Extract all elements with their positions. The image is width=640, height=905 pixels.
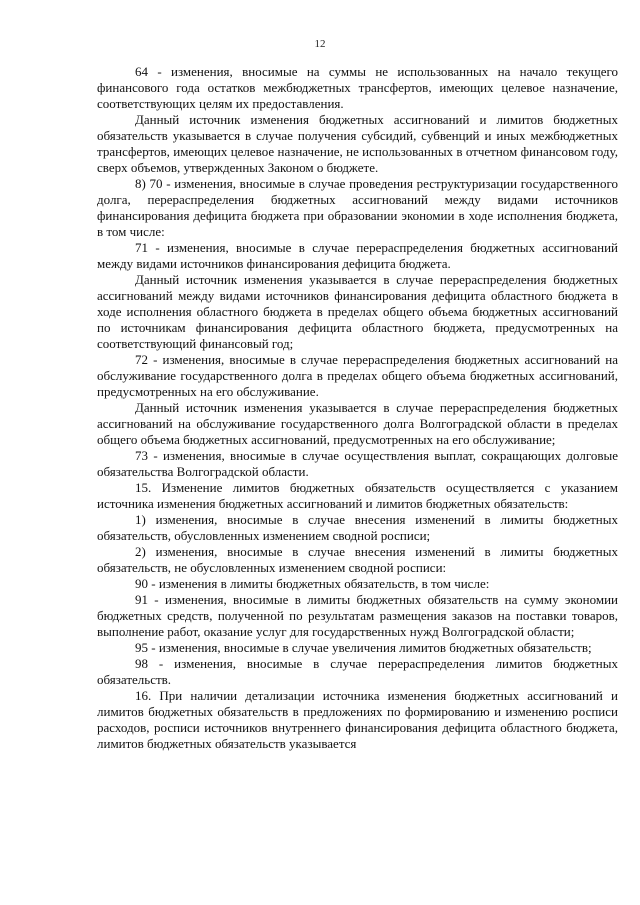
paragraph-code-95: 95 - изменения, вносимые в случае увеличения лимитов бюджетных обязательств; — [135, 640, 592, 655]
paragraph-item-2: 2) изменения, вносимые в случае внесения изменений в лимиты бюджетных обязательств, не обусловленных изменением сводной росписи: — [97, 544, 618, 575]
paragraph-source-description-72: Данный источник изменения указывается в случае перераспределения бюджетных ассигнований на обслуживание государственного долга Волгоградской области в пределах общего объема бюджетных ассигнований, предусмотренных на его обслуживание; — [97, 400, 618, 447]
paragraph-code-71: 71 - изменения, вносимые в случае перераспределения бюджетных ассигнований между видами источников финансирования дефицита бюджета. — [97, 240, 618, 271]
paragraph-code-72: 72 - изменения, вносимые в случае перераспределения бюджетных ассигнований на обслуживание государственного долга в пределах общего объема бюджетных ассигнований, предусмотренных на его обслуживание. — [97, 352, 618, 399]
paragraph-item-1: 1) изменения, вносимые в случае внесения изменений в лимиты бюджетных обязательств, обусловленных изменением сводной росписи; — [97, 512, 618, 543]
paragraph-source-description-subsidies: Данный источник изменения бюджетных ассигнований и лимитов бюджетных обязательств указывается в случае получения субсидий, субвенций и иных межбюджетных трансфертов, имеющих целевое назначение, не использованных в отчетном финансовом году, сверх объемов, утвержденных Законом о бюджете. — [97, 112, 618, 175]
paragraph-code-98: 98 - изменения, вносимые в случае перераспределения лимитов бюджетных обязательств. — [97, 656, 618, 687]
paragraph-code-90: 90 - изменения в лимиты бюджетных обязательств, в том числе: — [135, 576, 490, 591]
paragraph-code-73: 73 - изменения, вносимые в случае осуществления выплат, сокращающих долговые обязательства Волгоградской области. — [97, 448, 618, 479]
document-body — [97, 64, 618, 752]
paragraph-section-16: 16. При наличии детализации источника изменения бюджетных ассигнований и лимитов бюджетных обязательств в предложениях по формированию и изменению росписи расходов, росписи источников внутреннего финансирования дефицита областного бюджета, лимитов бюджетных обязательств указывается — [97, 688, 618, 751]
paragraph-item-8-code-70: 8) 70 - изменения, вносимые в случае проведения реструктуризации государственного долга, перераспределения бюджетных ассигнований между видами источников финансирования дефицита бюджета при образовании экономии в ходе исполнения бюджета, в том числе: — [97, 176, 618, 239]
paragraph-source-description-71: Данный источник изменения указывается в случае перераспределения бюджетных ассигнований между видами источников финансирования дефицита областного бюджета в ходе исполнения областного бюджета в пределах общего объема бюджетных ассигнований по источникам финансирования дефицита областного бюджета, предусмотренных на соответствующий финансовый год; — [97, 272, 618, 351]
page-number: 12 — [314, 38, 326, 50]
paragraph-section-15: 15. Изменение лимитов бюджетных обязательств осуществляется с указанием источника изменения бюджетных ассигнований и лимитов бюджетных обязательств: — [97, 480, 618, 511]
paragraph-64: 64 - изменения, вносимые на суммы не использованных на начало текущего финансового года остатков межбюджетных трансфертов, имеющих целевое назначение, соответствующих целям их предоставления. — [97, 64, 618, 111]
paragraph-code-91: 91 - изменения, вносимые в лимиты бюджетных обязательств на сумму экономии бюджетных средств, полученной по результатам размещения заказов на поставки товаров, выполнение работ, оказание услуг для государственных нужд Волгоградской области; — [97, 592, 618, 639]
